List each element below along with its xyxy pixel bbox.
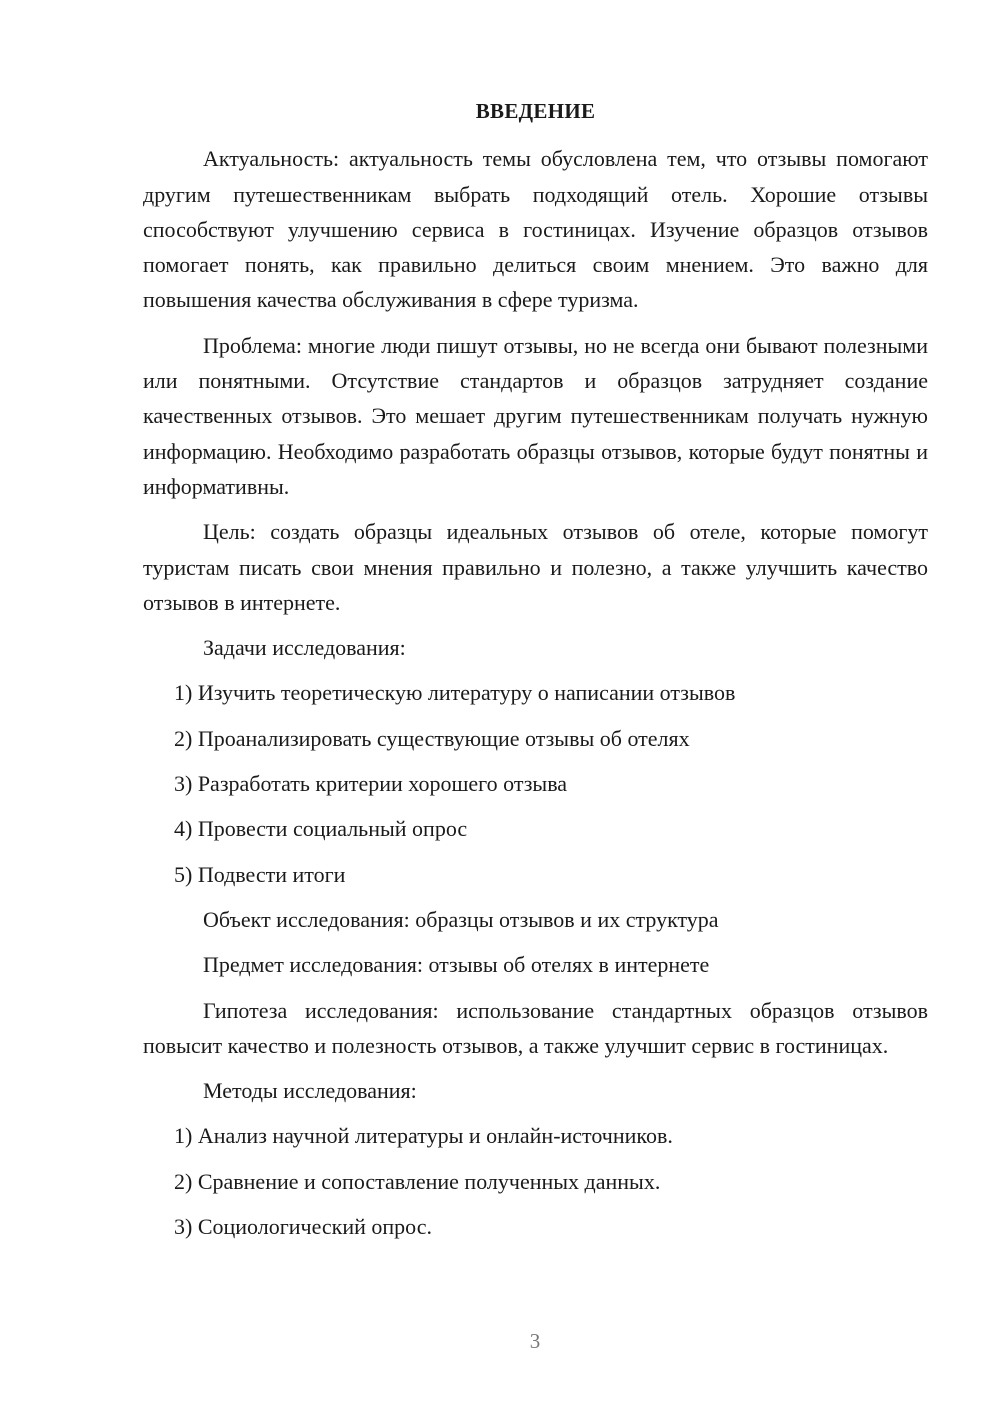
task-item: 5) Подвести итоги xyxy=(174,861,346,887)
methods-list xyxy=(143,1118,928,1244)
method-item: 2) Сравнение и сопоставление полученных данных. xyxy=(174,1168,661,1194)
document-page xyxy=(143,94,928,1254)
tasks-heading: Задачи исследования: xyxy=(203,635,406,661)
method-item: 3) Социологический опрос. xyxy=(174,1214,432,1240)
method-item: 1) Анализ научной литературы и онлайн-источников. xyxy=(174,1123,673,1149)
goal-paragraph: Цель: создать образцы идеальных отзывов об отеле, которые помогут туристам писать свои мнения правильно и полезно, а также улучшить качество отзывов в интернете. xyxy=(143,519,928,615)
task-item: 3) Разработать критерии хорошего отзыва xyxy=(174,771,568,797)
task-item: 4) Провести социальный опрос xyxy=(174,816,468,842)
methods-heading: Методы исследования: xyxy=(203,1078,417,1104)
object-line: Объект исследования: образцы отзывов и их структура xyxy=(203,906,719,932)
tasks-list xyxy=(143,675,928,891)
hypothesis-paragraph: Гипотеза исследования: использование стандартных образцов отзывов повысит качество и полезность отзывов, а также улучшит сервис в гостиницах. xyxy=(143,997,928,1058)
page-title: ВВЕДЕНИЕ xyxy=(475,99,596,123)
subject-line: Предмет исследования: отзывы об отелях в интернете xyxy=(203,952,710,978)
relevance-paragraph: Актуальность: актуальность темы обусловлена тем, что отзывы помогают другим путешественникам выбрать подходящий отель. Хорошие отзывы способствуют улучшению сервиса в гостиницах. Изучение образцов отзывов помогает понять, как правильно делиться своим мнением. Это важно для повышения качества обслуживания в сфере туризма. xyxy=(143,146,928,313)
page-number: 3 xyxy=(529,1329,541,1353)
task-item: 1) Изучить теоретическую литературу о написании отзывов xyxy=(174,680,736,706)
problem-paragraph: Проблема: многие люди пишут отзывы, но не всегда они бывают полезными или понятными. Отсутствие стандартов и образцов затрудняет создание качественных отзывов. Это мешает другим путешественникам получать нужную информацию. Необходимо разработать образцы отзывов, которые будут понятны и информативны. xyxy=(143,332,928,499)
task-item: 2) Проанализировать существующие отзывы об отелях xyxy=(174,725,690,751)
